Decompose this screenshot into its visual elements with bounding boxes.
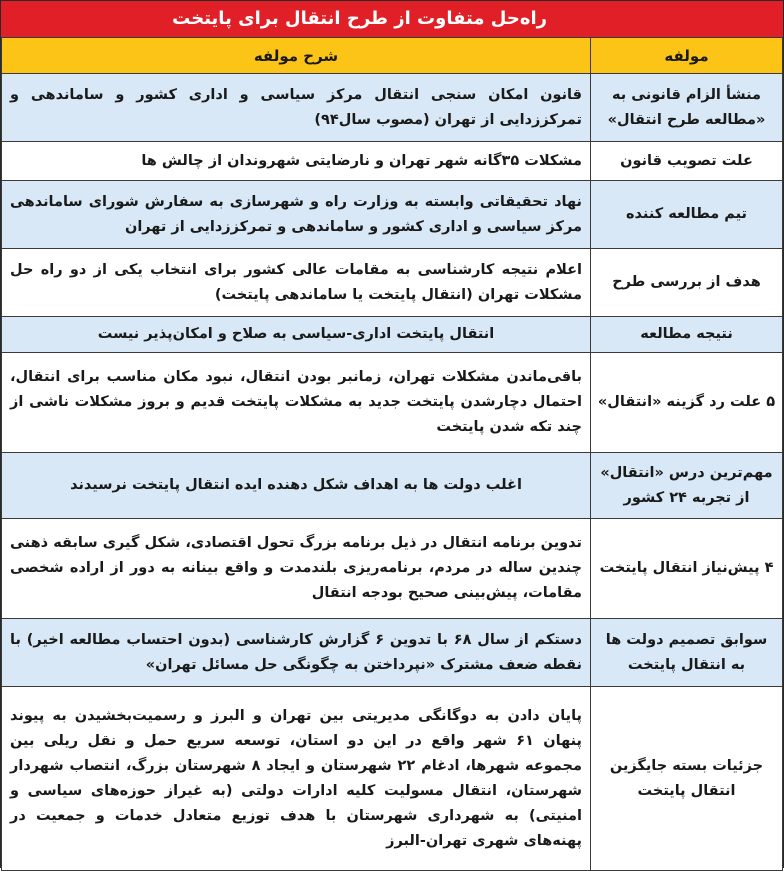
row-label: ۴ پیش‌نیاز انتقال پایتخت [591,519,783,619]
row-label: ۵ علت رد گزینه «انتقال» [591,353,783,453]
row-label: نتیجه مطالعه [591,317,783,353]
row-text: اعلام نتیجه کارشناسی به مقامات عالی کشور برای انتخاب یکی از دو راه حل مشکلات تهران (انتقال پایتخت یا ساماندهی پایتخت) [2,249,591,317]
table-row [2,619,783,687]
row-label: مهم‌ترین درس «انتقال» از تجربه ۲۴ کشور [591,453,783,519]
table-row [2,317,783,353]
row-text: نهاد تحقیقاتی وابسته به وزارت راه و شهرسازی به سفارش شورای ساماندهی مرکز سیاسی و اداری کشور و ساماندهی و تمرکززدایی از تهران [2,181,591,249]
table-row [2,353,783,453]
table-row [2,687,783,871]
row-text: قانون امکان سنجی انتقال مرکز سیاسی و اداری کشور و ساماندهی و تمرکززدایی از تهران (مصوب سال۹۴) [2,74,591,142]
row-label: منشأ الزام قانونی به «مطالعه طرح انتقال» [591,74,783,142]
header-description: شرح مولفه [2,38,591,74]
table-row [2,249,783,317]
row-label: هدف از بررسی طرح [591,249,783,317]
table-row [2,181,783,249]
row-text: دستکم از سال ۶۸ با تدوین ۶ گزارش کارشناسی (بدون احتساب مطالعه اخیر) با نقطه ضعف مشترک «نپرداختن به چگونگی حل مسائل تهران» [2,619,591,687]
row-label: سوابق تصمیم دولت ها به انتقال پایتخت [591,619,783,687]
row-label: تیم مطالعه کننده [591,181,783,249]
row-text: مشکلات ۳۵گانه شهر تهران و نارضایتی شهروندان از چالش ها [2,142,591,181]
row-text: پایان دادن به دوگانگی مدیریتی بین تهران و البرز و رسمیت‌بخشیدن به پیوند پنهان ۶۱ شهر واقع در این دو استان، توسعه سریع حمل و نقل ریلی بین مجموعه شهرها، ادغام ۲۲ شهرستان و ایجاد ۸ شهرستان بزرگ، انتصاب شهردار شهرستان، انتقال مسولیت کلیه ادارات دولتی (به غیراز حوزه‌های سیاسی و امنیتی) به شهرداری شهرستان با هدف توزیع متعادل خدمات و جمعیت در پهنه‌های شهری تهران-البرز [2,687,591,871]
table-row [2,142,783,181]
table-row [2,453,783,519]
header-component: مولفه [591,38,783,74]
row-text: تدوین برنامه انتقال در ذیل برنامه بزرگ تحول اقتصادی، شکل گیری سابقه ذهنی چندین ساله در مردم، برنامه‌ریزی بلندمدت و واقع بینانه به دور از اراده شخصی مقامات، پیش‌بینی صحیح بودجه انتقال [2,519,591,619]
components-table [1,37,783,871]
row-label: جزئیات بسته جایگزین انتقال پایتخت [591,687,783,871]
table-row [2,74,783,142]
row-text: انتقال پایتخت اداری-سیاسی به صلاح و امکان‌پذیر نیست [2,317,591,353]
header-row [2,38,783,74]
row-text: اغلب دولت ها به اهداف شکل دهنده ایده انتقال پایتخت نرسیدند [2,453,591,519]
row-text: باقی‌ماندن مشکلات تهران، زمانبر بودن انتقال، نبود مکان مناسب برای انتقال، احتمال دچارشدن پایتخت جدید به مشکلات پایتخت قدیم و بروز مشکلات ناشی از چند تکه شدن پایتخت [2,353,591,453]
table-title: راه‌حل متفاوت از طرح انتقال برای پایتخت [1,1,783,37]
row-label: علت تصویب قانون [591,142,783,181]
table-row [2,519,783,619]
